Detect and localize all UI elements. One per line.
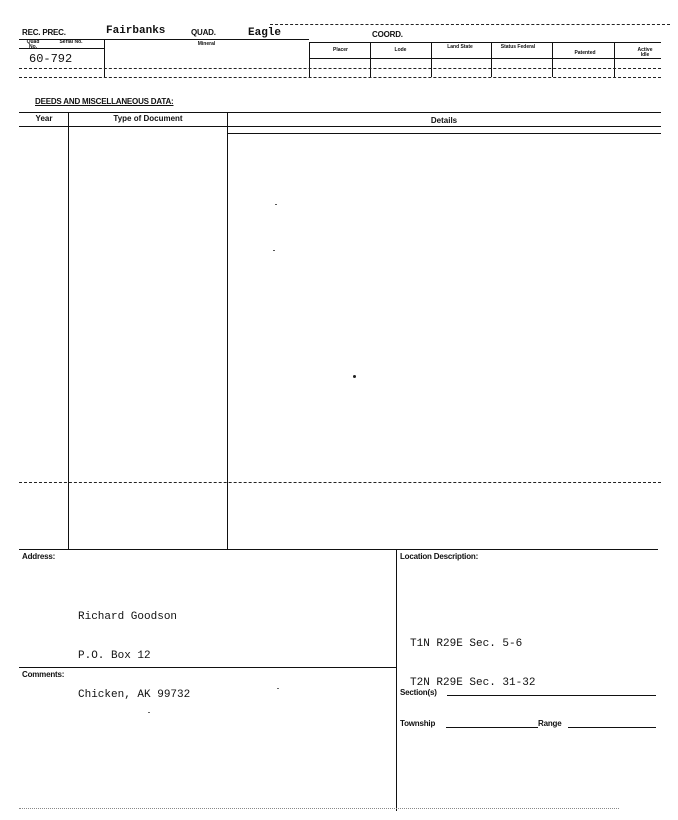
header-col-sep (309, 42, 310, 77)
deeds-dashed-line (19, 482, 661, 483)
bottom-edge-speckle (19, 808, 619, 809)
deeds-header-rule (19, 126, 661, 127)
deeds-col-sep (68, 112, 69, 549)
bottom-col-sep (396, 549, 397, 811)
address-line: Chicken, AK 99732 (78, 689, 191, 701)
col-details-header: Details (430, 116, 458, 125)
range-field[interactable] (568, 727, 656, 728)
col-type-header: Type of Document (113, 114, 183, 123)
patented-label: Patented (574, 50, 596, 56)
serial-value: 60-792 (29, 52, 73, 66)
placer-label: Placer (332, 47, 348, 53)
deeds-top-rule (19, 112, 661, 113)
address-label: Address: (22, 552, 56, 561)
location-block (410, 612, 535, 716)
address-line: Richard Goodson (78, 611, 178, 623)
header-dashed-line (19, 68, 661, 69)
header-col-sep (491, 42, 492, 77)
location-line: T1N R29E Sec. 5-6 (410, 638, 523, 650)
deeds-section-title: DEEDS AND MISCELLANEOUS DATA: (35, 97, 174, 106)
comments-label: Comments: (22, 670, 65, 679)
header-dashed-line (19, 77, 661, 78)
mineral-label: Mineral (197, 41, 216, 47)
deeds-col-sep (227, 112, 228, 549)
deeds-details-subrule (228, 133, 661, 134)
header-col-sep (614, 42, 615, 77)
coord-label: COORD. (372, 30, 403, 39)
section-field[interactable] (447, 695, 656, 696)
header-col-sep (104, 39, 105, 77)
speck (273, 250, 275, 251)
location-label: Location Description: (400, 552, 479, 561)
speck (275, 204, 277, 205)
col-year-header: Year (35, 114, 53, 123)
section-label: Section(s) (400, 688, 437, 697)
header-col-sep (552, 42, 553, 77)
township-field[interactable] (446, 727, 538, 728)
rec-prec-value: Fairbanks (106, 25, 166, 37)
range-label: Range (538, 719, 562, 728)
address-line: P.O. Box 12 (78, 650, 151, 662)
header-col-sep (431, 42, 432, 77)
header-rule-1b (309, 42, 661, 43)
township-label: Township (400, 719, 436, 728)
speck (277, 688, 279, 689)
bottom-top-rule (19, 549, 658, 550)
rec-prec-label: REC. PREC. (22, 28, 66, 37)
status-federal-label: Status Federal (500, 44, 536, 50)
header-rule-2b (309, 58, 661, 59)
quad-value: Eagle (248, 27, 282, 39)
speck (148, 712, 150, 713)
serial-no-label: Serial No. (59, 39, 83, 45)
quad-no-label: Quad No. (26, 39, 40, 50)
header-top-dashed-line (270, 24, 670, 25)
header-col-sep (370, 42, 371, 77)
speck (353, 375, 356, 378)
lode-label: Lode (394, 47, 407, 53)
location-line: T2N R29E Sec. 31-32 (410, 677, 536, 689)
header-rule-2 (19, 48, 105, 49)
active-idle-label: Active Idle (637, 47, 653, 58)
quad-label: QUAD. (191, 28, 216, 37)
land-state-label: Land State (447, 44, 473, 50)
comments-top-rule (19, 667, 396, 668)
address-block (78, 585, 190, 728)
